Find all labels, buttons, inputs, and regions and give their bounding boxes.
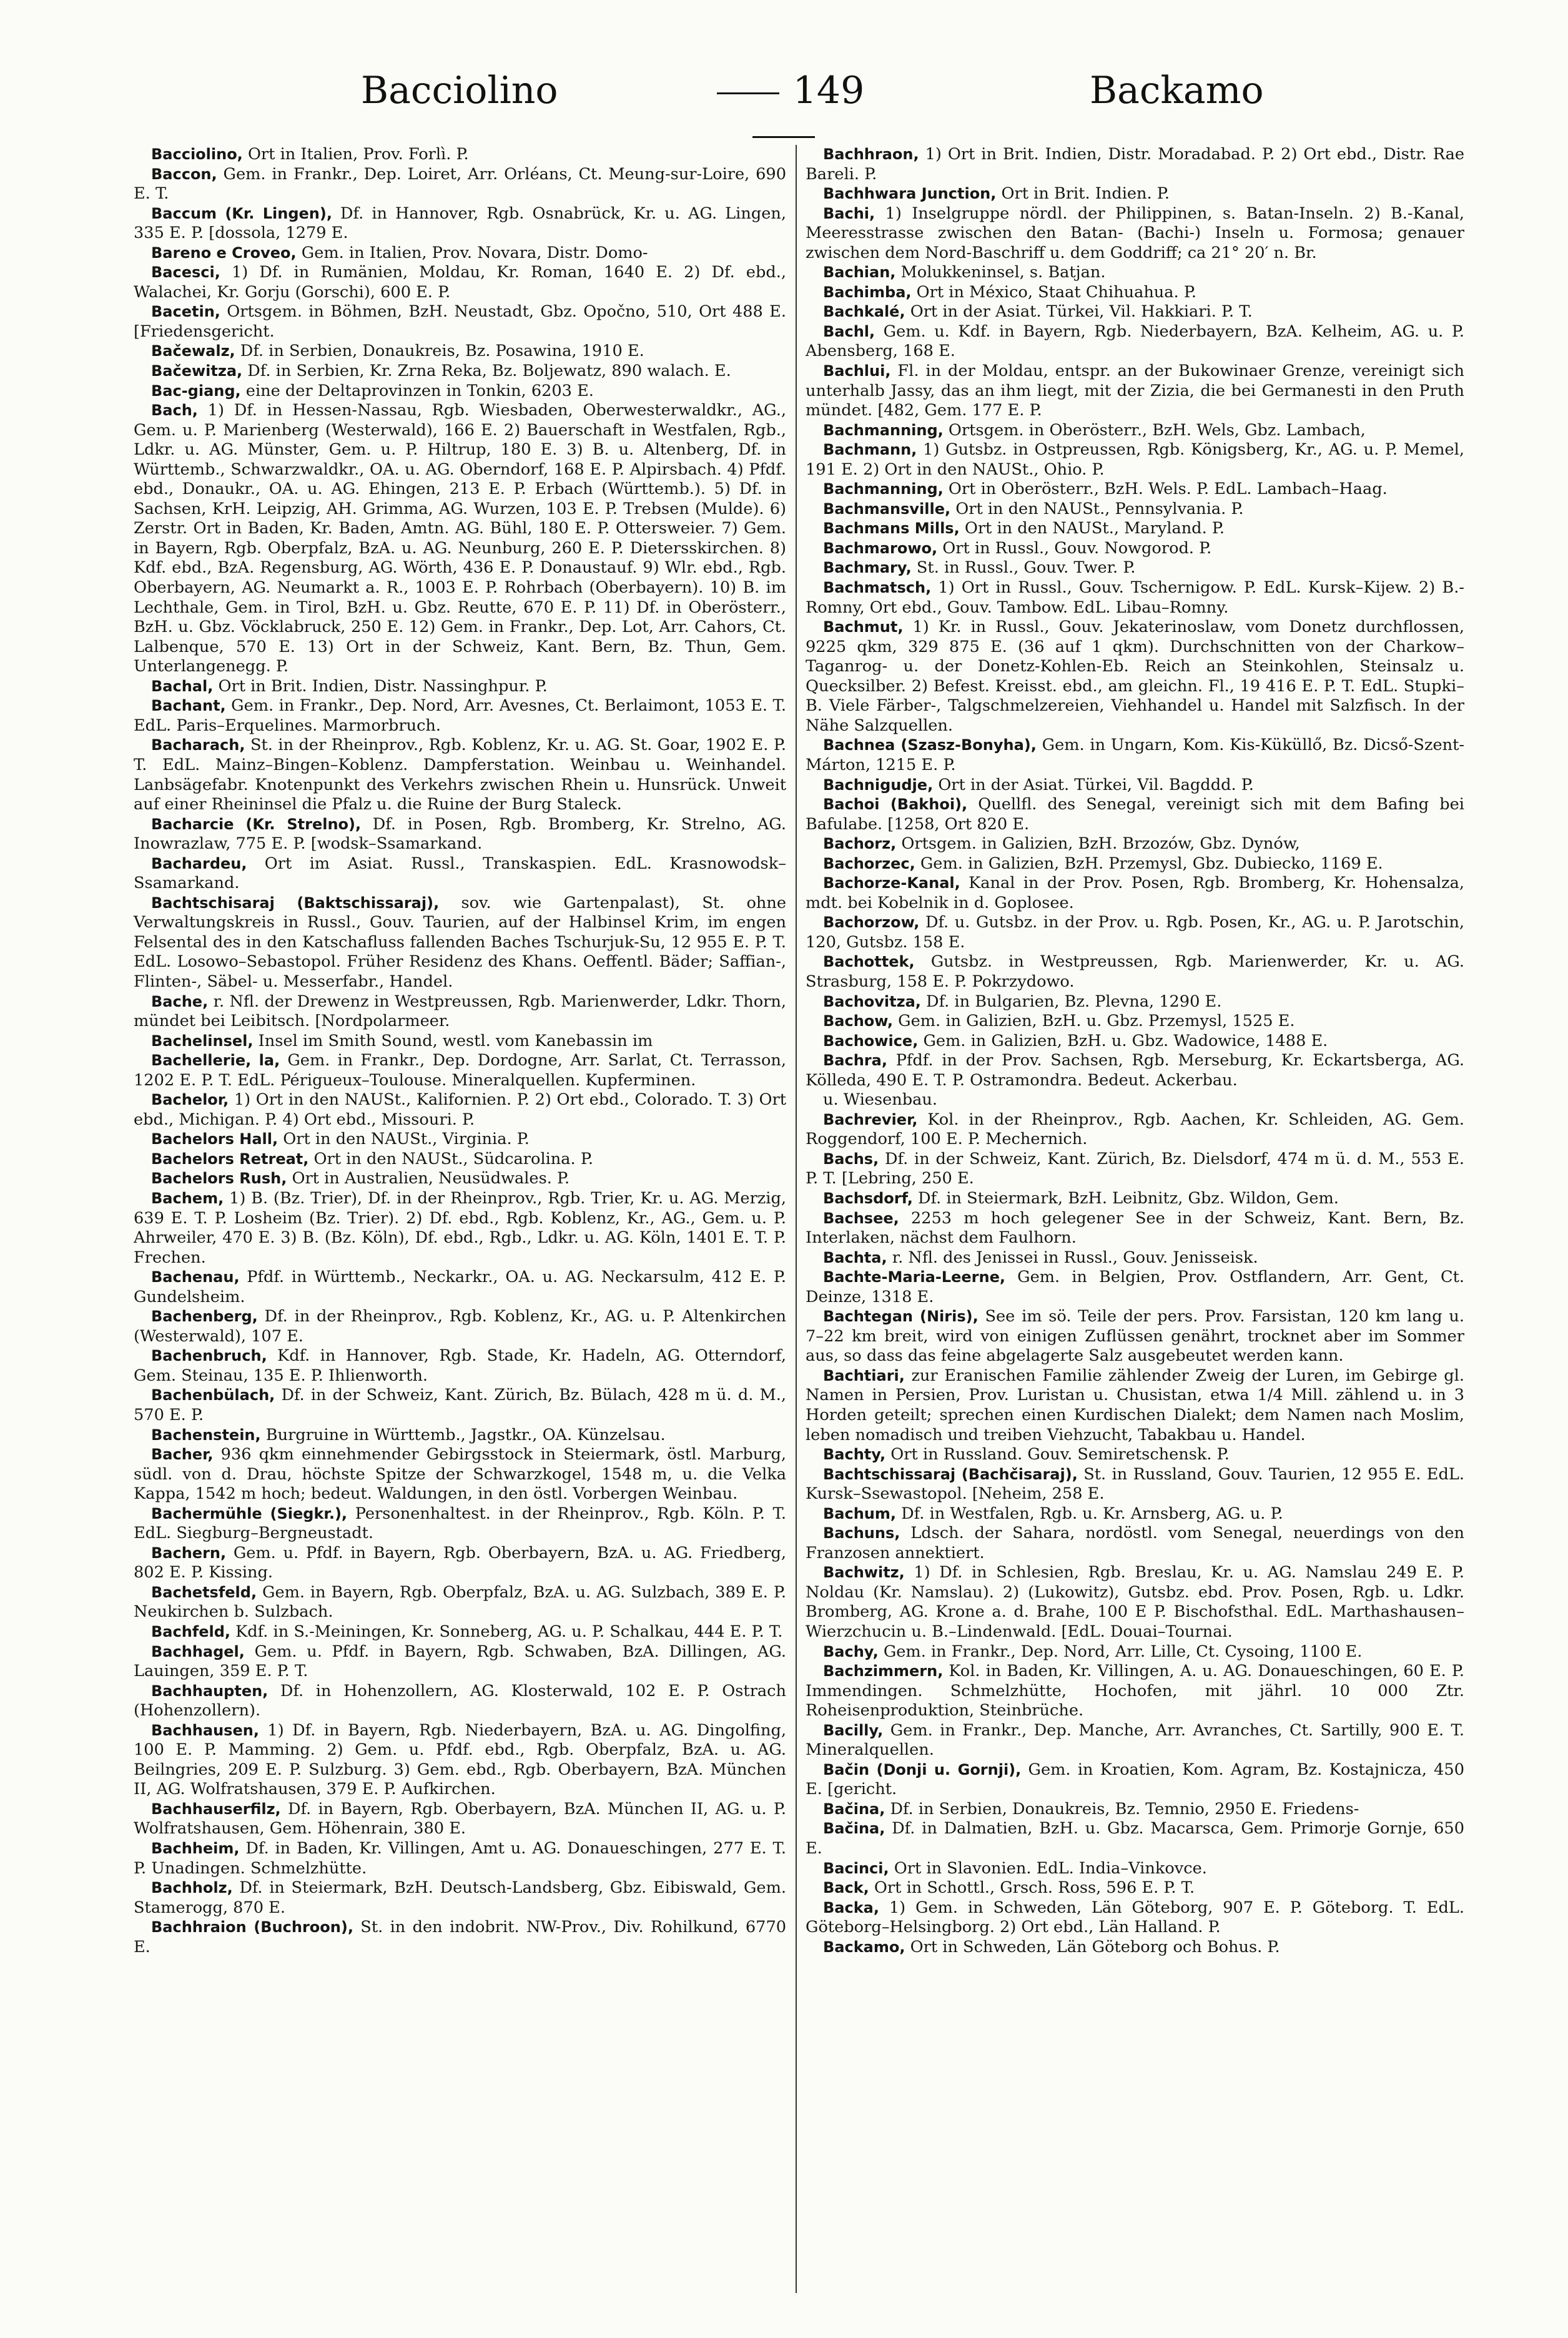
gazetteer-entry	[806, 302, 1464, 322]
entry-text: Df. in Steiermark, BzH. Leibnitz, Gbz. Wildon, Gem.	[912, 1188, 1339, 1208]
entry-text: Df. in der Rheinprov., Rgb. Koblenz, Kr., AG. u. P. Altenkirchen (Westerwald), 107 E.	[134, 1307, 786, 1346]
gazetteer-entry	[806, 539, 1464, 559]
gazetteer-entry	[806, 1878, 1464, 1898]
entry-text: Df. in Bayern, Rgb. Oberbayern, BzA. München II, AG. u. P. Wolfratshausen, Gem. Höhenrain, 380 E.	[134, 1799, 786, 1838]
entry-headword: Bachow,	[823, 1012, 894, 1030]
entry-text: Gem. in Frankr., Dep. Loiret, Arr. Orléans, Ct. Meung-sur-Loire, 690 E. T.	[134, 164, 786, 204]
entry-headword: Bachenau,	[151, 1268, 240, 1286]
gazetteer-entry	[806, 1189, 1464, 1209]
entry-headword: Bachelors Hall,	[151, 1130, 279, 1148]
right-column	[806, 145, 1464, 1957]
entry-headword: Bachhwara Junction,	[823, 185, 997, 203]
entry-headword: Bachy,	[823, 1642, 879, 1660]
gazetteer-entry	[806, 558, 1464, 578]
gazetteer-entry	[134, 382, 786, 402]
entry-text: Ort in Brit. Indien, Distr. Nassinghpur. P.	[213, 676, 548, 696]
entry-headword: Bachta,	[823, 1248, 887, 1266]
entry-headword: Bacher,	[151, 1446, 214, 1464]
entry-text: 1) Inselgruppe nördl. der Philippinen, s. Batan-Inseln. 2) B.-Kanal, Meeresstrasse zwischen den Batan- (Bachi-) Inseln u. Formosa; genauer zwischen dem Nord-Baschriff u. dem Goddriff; ca 21° 20′ n. Br.	[806, 204, 1464, 262]
gazetteer-entry	[806, 874, 1464, 913]
entry-headword: Bachetsfeld,	[151, 1583, 257, 1601]
entry-headword: Bachhraon,	[823, 146, 919, 163]
entry-text: Ortsgem. in Galizien, BzH. Brzozów, Gbz. Dynów,	[896, 834, 1300, 854]
entry-headword: Bačewalz,	[151, 342, 235, 360]
gazetteer-entry	[806, 1662, 1464, 1721]
entry-text: Ort in den NAUSt., Virginia. P.	[278, 1130, 530, 1149]
gazetteer-entry	[806, 1563, 1464, 1642]
entry-headword: Bachzimmern,	[823, 1662, 944, 1680]
entry-headword: Bachhausen,	[151, 1721, 259, 1739]
entry-text: Ort in Russl., Gouv. Nowgorod. P.	[937, 538, 1212, 558]
entry-headword: Bačin (Donji u. Gornji),	[823, 1760, 1022, 1778]
entry-headword: Bachorzec,	[823, 854, 915, 872]
entry-text: Ort in Italien, Prov. Forlì. P.	[242, 145, 469, 164]
gazetteer-entry	[134, 1032, 786, 1052]
gazetteer-entry	[134, 815, 786, 854]
entry-headword: Bachte-Maria-Leerne,	[823, 1268, 1005, 1286]
gazetteer-entry	[134, 894, 786, 992]
gazetteer-entry	[806, 1209, 1464, 1248]
entry-text: Ort in Australien, Neusüdwales. P.	[287, 1169, 570, 1188]
gazetteer-entry	[134, 244, 786, 264]
entry-headword: Bachelors Retreat,	[151, 1150, 309, 1168]
column-divider	[796, 145, 797, 2293]
entry-headword: Bachkalé,	[823, 303, 905, 321]
entry-headword: Bachuns,	[823, 1524, 900, 1542]
gazetteer-entry	[806, 1938, 1464, 1958]
gazetteer-entry	[806, 1110, 1464, 1150]
entry-text: 1) B. (Bz. Trier), Df. in der Rheinprov., Rgb. Trier, Kr. u. AG. Merzig, 639 E. T. P. Losheim (Bz. Trier). 2) Df. ebd., Rgb. Koblenz, Kr., AG., Gem. u. P. Ahrweiler, 470 E. 3) B. (Bz. Köln), Df. ebd., Rgb., Ldkr. u. AG. Köln, 1401 E. T. P. Frechen.	[134, 1188, 786, 1267]
entry-text: 1) Ort in Brit. Indien, Distr. Moradabad. P. 2) Ort ebd., Distr. Rae Bareli. P.	[806, 145, 1464, 184]
entry-text: Kol. in Baden, Kr. Villingen, A. u. AG. Donaueschingen, 60 E. P. Immendingen. Schmelzhütte, Hochofen, mit jährl. 10 000 Ztr. Roheisenproduktion, Steinbrüche.	[806, 1662, 1464, 1720]
gazetteer-entry	[806, 1642, 1464, 1662]
entry-headword: Bache,	[151, 992, 209, 1010]
entry-text: Pfdf. in der Prov. Sachsen, Rgb. Merseburg, Kr. Eckartsberga, AG. Kölleda, 490 E. T. P. Ostramondra. Bedeut. Ackerbau.	[806, 1051, 1464, 1090]
entry-headword: Bachenbruch,	[151, 1347, 267, 1365]
entry-text: Gem. in Galizien, BzH. Przemysl, Gbz. Dubiecko, 1169 E.	[915, 854, 1383, 873]
entry-headword: Bachhauserfilz,	[151, 1800, 281, 1818]
entry-headword: Bacinci,	[823, 1859, 889, 1877]
gazetteer-entry	[134, 1445, 786, 1504]
entry-text: Personenhaltest. in der Rheinprov., Rgb. Köln. P. T. EdL. Siegburg–Bergneustadt.	[134, 1504, 787, 1543]
entry-text: u. Wiesenbau.	[823, 1090, 937, 1110]
entry-headword: Bareno e Croveo,	[151, 244, 297, 262]
entry-headword: Bachelors Rush,	[151, 1170, 287, 1188]
gazetteer-entry	[806, 1012, 1464, 1032]
page-header	[0, 69, 1568, 125]
entry-text: Df. in Dalmatien, BzH. u. Gbz. Macarsca, Gem. Primorje Gornje, 650 E.	[806, 1819, 1464, 1858]
gazetteer-entry	[806, 480, 1464, 500]
entry-headword: Bacciolino,	[151, 146, 243, 163]
entry-headword: Bachmut,	[823, 618, 904, 636]
entry-text: See im sö. Teile der pers. Prov. Farsistan, 120 km lang u. 7–22 km breit, wird von einigen Zuflüssen genährt, trocknet aber im Sommer aus, so dass das feine abgelagerte Salz ausgebeutet werden kann.	[806, 1307, 1464, 1366]
header-rule-right	[752, 136, 815, 138]
entry-headword: Back,	[823, 1879, 869, 1897]
entry-headword: Bačina,	[823, 1820, 885, 1838]
entry-text: Df. in Bulgarien, Bz. Plevna, 1290 E.	[920, 992, 1222, 1011]
entry-headword: Baccum (Kr. Lingen),	[151, 204, 332, 222]
gazetteer-entry	[806, 204, 1464, 264]
entry-text: Ort in Oberösterr., BzH. Wels. P. EdL. Lambach–Haag.	[943, 480, 1388, 499]
entry-headword: Bachhagel,	[151, 1642, 245, 1660]
entry-headword: Bachs,	[823, 1150, 879, 1168]
entry-text: Gem. in Frankr., Dep. Dordogne, Arr. Sarlat, Ct. Terrasson, 1202 E. P. T. EdL. Périgueux–Toulouse. Mineralquellen. Kupferminen.	[134, 1051, 786, 1090]
entry-headword: Bachmanning,	[823, 421, 944, 439]
entry-text: 2253 m hoch gelegener See in der Schweiz, Kant. Bern, Bz. Interlaken, nächst dem Faulhorn.	[806, 1208, 1464, 1248]
gazetteer-entry	[134, 1642, 786, 1682]
entry-text: r. Nfl. des Jenissei in Russl., Gouv. Jenisseisk.	[887, 1248, 1258, 1267]
entry-headword: Bachelinsel,	[151, 1032, 254, 1050]
gazetteer-entry	[806, 736, 1464, 775]
entry-text: Ort in den NAUSt., Südcarolina. P.	[308, 1149, 593, 1168]
header-last-entry: Backamo	[1090, 69, 1264, 112]
entry-headword: Bachowice,	[823, 1032, 919, 1050]
entry-text: Kanal in der Prov. Posen, Rgb. Bromberg, Kr. Hohensalza, mdt. bei Kobelnik in d. Goplosee.	[806, 874, 1464, 912]
gazetteer-entry	[806, 184, 1464, 204]
gazetteer-entry	[806, 1307, 1464, 1366]
entry-text: 1) Ort in den NAUSt., Kalifornien. P. 2) Ort ebd., Colorado. T. 3) Ort ebd., Michigan. P. 4) Ort ebd., Missouri. P.	[134, 1090, 786, 1129]
gazetteer-entry	[806, 1051, 1464, 1090]
entry-headword: Bacharcie (Kr. Strelno),	[151, 815, 362, 833]
entry-text: Df. in Posen, Rgb. Bromberg, Kr. Strelno, AG. Inowrazlaw, 775 E. P. [wodsk–Ssamarkand.	[134, 814, 786, 854]
entry-headword: Bachi,	[823, 204, 875, 222]
entry-headword: Bach,	[151, 402, 198, 420]
entry-headword: Bachenstein,	[151, 1426, 261, 1444]
entry-headword: Bachottek,	[823, 953, 915, 971]
gazetteer-entry	[806, 322, 1464, 362]
entry-text: Gem. u. Pfdf. in Bayern, Rgb. Schwaben, BzA. Dillingen, AG. Lauingen, 359 E. P. T.	[134, 1642, 786, 1681]
entry-text: Gem. in Galizien, BzH. u. Gbz. Wadowice, 1488 E.	[918, 1031, 1328, 1050]
gazetteer-entry	[806, 283, 1464, 303]
gazetteer-entry	[806, 1504, 1464, 1524]
entry-headword: Bachhraion (Buchroon),	[151, 1918, 353, 1936]
gazetteer-entry	[134, 1918, 786, 1957]
gazetteer-entry	[806, 263, 1464, 283]
gazetteer-entry	[806, 1721, 1464, 1760]
entry-text: sov. wie Gartenpalast), St. ohne Verwaltungskreis in Russl., Gouv. Taurien, auf der Halbinsel Krim, im engen Felsental des in den Katschafluss fallenden Baches Tschurjuk-Su, 12 955 E. P. T. EdL. Losowo–Sebastopol. Früher Residenz des Khans. Oeffentl. Bäder; Saffian-, Flinten-, Säbel- u. Messerfabr., Handel.	[134, 893, 786, 991]
entry-text: Ort in México, Staat Chihuahua. P.	[911, 282, 1196, 302]
entry-headword: Bachmary,	[823, 559, 912, 577]
entry-text: zur Eranischen Familie zählender Zweig der Luren, im Gebirge gl. Namen in Persien, Prov. Luristan u. Chusistan, etwa 1/4 Mill. zählend u. in 3 Horden geteilt; sprechen einen Kurdischen Dialekt; dem Namen nach Moslim, leben nomadisch und treiben Viehzucht, Tabakbau u. Handel.	[806, 1366, 1464, 1444]
entry-headword: Bacharach,	[151, 736, 245, 754]
entry-headword: Bachrevier,	[823, 1110, 918, 1128]
gazetteer-entry	[134, 696, 786, 736]
gazetteer-entry	[806, 1445, 1464, 1465]
entry-text: Gutsbz. in Westpreussen, Rgb. Marienwerder, Kr. u. AG. Strasburg, 158 E. P. Pokrzydowo.	[806, 952, 1464, 991]
gazetteer-entry	[134, 1839, 786, 1878]
entry-headword: Bachelor,	[151, 1091, 229, 1109]
entry-headword: Bachmann,	[823, 441, 917, 459]
entry-text: St. in Russland, Gouv. Taurien, 12 955 E. EdL. Kursk–Ssewastopol. [Neheim, 258 E.	[806, 1464, 1464, 1504]
entry-text: Ortsgem. in Böhmen, BzH. Neustadt, Gbz. Opočno, 510, Ort 488 E. [Friedensgericht.	[134, 302, 786, 341]
entry-text: Ldsch. der Sahara, nordöstl. vom Senegal, neuerdings von den Franzosen annektiert.	[806, 1524, 1464, 1562]
entry-text: Gem. in Belgien, Prov. Ostflandern, Arr. Gent, Ct. Deinze, 1318 E.	[806, 1268, 1464, 1306]
gazetteer-entry	[134, 1189, 786, 1268]
entry-text: Ort in der Asiat. Türkei, Vil. Bagddd. P.	[933, 775, 1254, 794]
entry-text: Burgruine in Württemb., Jagstkr., OA. Künzelsau.	[260, 1425, 666, 1444]
gazetteer-entry	[806, 1366, 1464, 1445]
entry-headword: Bachmans Mills,	[823, 520, 960, 538]
entry-headword: Bacilly,	[823, 1721, 884, 1739]
entry-headword: Bachem,	[151, 1189, 224, 1207]
entry-text: Df. u. Gutsbz. in der Prov. u. Rgb. Posen, Kr., AG. u. P. Jarotschin, 120, Gutsbz. 158 E.	[806, 913, 1464, 952]
entry-text: 1) Df. in Bayern, Rgb. Niederbayern, BzA. u. AG. Dingolfing, 100 E. P. Mamming. 2) Gem. u. Pfdf. ebd., Rgb. Oberpfalz, BzA. u. AG. Beilngries, 209 E. P. Sulzburg. 3) Gem. ebd., Rgb. Oberbayern, BzA. München II, AG. Wolfratshausen, 379 E. P. Aufkirchen.	[134, 1720, 786, 1799]
gazetteer-entry	[806, 1465, 1464, 1504]
entry-text: St. in den indobrit. NW-Prov., Div. Rohilkund, 6770 E.	[134, 1918, 787, 1956]
entry-headword: Bachenbülach,	[151, 1386, 275, 1404]
entry-headword: Bachum,	[823, 1504, 897, 1522]
entry-text: Quellfl. des Senegal, vereinigt sich mit dem Bafing bei Bafulabe. [1258, Ort 820 E.	[806, 795, 1464, 834]
entry-headword: Bachern,	[151, 1544, 227, 1562]
gazetteer-entry	[134, 1800, 786, 1839]
gazetteer-entry	[134, 677, 786, 697]
gazetteer-entry	[806, 578, 1464, 618]
gazetteer-entry	[134, 1307, 786, 1346]
entry-headword: Bachty,	[823, 1446, 886, 1464]
gazetteer-entry	[134, 1346, 786, 1386]
gazetteer-entry	[806, 421, 1464, 441]
entry-headword: Bačewitza,	[151, 362, 243, 380]
entry-headword: Bachra,	[823, 1052, 887, 1070]
entry-headword: Bachian,	[823, 264, 896, 282]
gazetteer-entry	[134, 1721, 786, 1800]
entry-text: St. in der Rheinprov., Rgb. Koblenz, Kr. u. AG. St. Goar, 1902 E. P. T. EdL. Mainz–Bingen–Koblenz. Dampferstation. Weinbau u. Weinhandel. Lanbsägefabr. Knotenpunkt des Verkehrs zwischen Rhein u. Hunsrück. Unweit auf einer Rheininsel die Pfalz u. die Ruine der Burg Staleck.	[134, 736, 786, 814]
gazetteer-entry	[134, 204, 786, 244]
entry-text: 1) Ort in Russl., Gouv. Tschernigow. P. EdL. Kursk–Kijew. 2) B.-Romny, Ort ebd., Gouv. Tambow. EdL. Libau–Romny.	[806, 578, 1464, 617]
gazetteer-entry	[134, 1268, 786, 1307]
gazetteer-entry	[134, 992, 786, 1032]
entry-headword: Bachardeu,	[151, 854, 247, 872]
entry-headword: Bachheim,	[151, 1840, 240, 1858]
entry-headword: Bachal,	[151, 677, 214, 695]
entry-headword: Bachtegan (Niris),	[823, 1308, 979, 1326]
gazetteer-entry	[806, 500, 1464, 520]
entry-text: Gem. u. Kdf. in Bayern, Rgb. Niederbayern, BzA. Kelheim, AG. u. P. Abensberg, 168 E.	[806, 322, 1464, 361]
gazetteer-entry	[806, 1760, 1464, 1800]
entry-text: Df. in Hohenzollern, AG. Klosterwald, 102 E. P. Ostrach (Hohenzollern).	[134, 1681, 786, 1720]
entry-text: Ort in der Asiat. Türkei, Vil. Hakkiari. P. T.	[905, 302, 1253, 322]
entry-text: Ort in den NAUSt., Maryland. P.	[959, 519, 1225, 538]
gazetteer-entry	[806, 1248, 1464, 1268]
entry-headword: Bachorze-Kanal,	[823, 874, 960, 892]
entry-headword: Bachl,	[823, 322, 875, 340]
entry-text: Gem. in Frankr., Dep. Manche, Arr. Avranches, Ct. Sartilly, 900 E. T. Mineralquellen.	[806, 1720, 1464, 1760]
gazetteer-entry	[806, 992, 1464, 1012]
gazetteer-entry	[134, 1504, 786, 1544]
entry-text: Df. in Hannover, Rgb. Osnabrück, Kr. u. AG. Lingen, 335 E. P. [dossola, 1279 E.	[134, 204, 786, 243]
entry-headword: Backa,	[823, 1898, 879, 1916]
entry-text: 936 qkm einnehmender Gebirgsstock in Steiermark, östl. Marburg, südl. von d. Drau, höchste Spitze der Schwarzkogel, 1548 m, u. die Velka Kappa, 1542 m hoch; bedeut. Waldungen, in den östl. Vorbergen Weinbau.	[134, 1445, 786, 1504]
entry-headword: Bachimba,	[823, 283, 912, 301]
entry-headword: Bachmarowo,	[823, 539, 938, 557]
gazetteer-entry	[134, 401, 786, 677]
entry-headword: Baccon,	[151, 165, 217, 183]
gazetteer-entry	[806, 1859, 1464, 1879]
entry-text: Ortsgem. in Oberösterr., BzH. Wels, Gbz. Lambach,	[943, 420, 1366, 440]
entry-headword: Bachnigudje,	[823, 776, 934, 794]
gazetteer-entry	[806, 440, 1464, 480]
entry-text: Gem. u. Pfdf. in Bayern, Rgb. Oberbayern, BzA. u. AG. Friedberg, 802 E. P. Kissing.	[134, 1543, 786, 1582]
gazetteer-entry	[134, 302, 786, 342]
gazetteer-entry	[806, 1800, 1464, 1820]
entry-text: Df. in der Schweiz, Kant. Zürich, Bz. Bülach, 428 m ü. d. M., 570 E. P.	[134, 1386, 786, 1424]
gazetteer-entry	[134, 1426, 786, 1446]
gazetteer-entry	[806, 618, 1464, 736]
entry-text: 1) Gutsbz. in Ostpreussen, Rgb. Königsberg, Kr., AG. u. P. Memel, 191 E. 2) Ort in den NAUSt., Ohio. P.	[806, 440, 1464, 479]
gazetteer-entry	[134, 342, 786, 362]
entry-text: r. Nfl. der Drewenz in Westpreussen, Rgb. Marienwerder, Ldkr. Thorn, mündet bei Leibitsch. [Nordpolarmeer.	[134, 992, 786, 1031]
gazetteer-entry	[134, 1051, 786, 1090]
entry-headword: Bachovitza,	[823, 992, 921, 1010]
entry-headword: Bachorzow,	[823, 914, 920, 932]
entry-headword: Bachmansville,	[823, 500, 951, 518]
entry-text: Kol. in der Rheinprov., Rgb. Aachen, Kr. Schleiden, AG. Gem. Roggendorf, 100 E. P. Mechernich.	[806, 1110, 1464, 1149]
gazetteer-entry	[134, 362, 786, 382]
entry-text: Gem. in Bayern, Rgb. Oberpfalz, BzA. u. AG. Sulzbach, 389 E. P. Neukirchen b. Sulzbach.	[134, 1582, 786, 1622]
entry-text: Pfdf. in Württemb., Neckarkr., OA. u. AG. Neckarsulm, 412 E. P. Gundelsheim.	[134, 1268, 786, 1306]
entry-headword: Bac-giang,	[151, 382, 241, 400]
entry-headword: Bacesci,	[151, 264, 220, 282]
entry-text: Gem. in Italien, Prov. Novara, Distr. Domo-	[296, 243, 648, 262]
gazetteer-entry	[134, 1878, 786, 1918]
entry-headword: Bachenberg,	[151, 1308, 258, 1326]
gazetteer-entry	[806, 952, 1464, 992]
gazetteer-entry	[806, 1524, 1464, 1563]
entry-text: 1) Df. in Schlesien, Rgb. Breslau, Kr. u. AG. Namslau 249 E. P. Noldau (Kr. Namslau). 2) (Lukowitz), Gutsbz. ebd. Prov. Posen, Rgb. u. Ldkr. Bromberg, AG. Krone a. d. Brahe, 100 E P. Bischofsthal. EdL. Marthashausen–Wierzchucin u. B.–Lindenwald. [EdL. Douai–Tournai.	[806, 1563, 1464, 1642]
entry-text: Gem. in Kroatien, Kom. Agram, Bz. Kostajnicza, 450 E. [gericht.	[806, 1760, 1464, 1799]
entry-headword: Backamo,	[823, 1938, 905, 1956]
gazetteer-entry	[806, 1268, 1464, 1307]
header-first-entry: Bacciolino	[361, 69, 558, 112]
entry-text: Gem. in Galizien, BzH. u. Gbz. Przemysl, 1525 E.	[893, 1012, 1295, 1031]
entry-headword: Bachoi (Bakhoi),	[823, 796, 968, 814]
entry-text: Df. in Serbien, Donaukreis, Bz. Temnio, 2950 E. Friedens-	[885, 1799, 1359, 1818]
entry-text: Df. in Serbien, Donaukreis, Bz. Posawina, 1910 E.	[235, 342, 644, 361]
entry-headword: Bacetin,	[151, 303, 220, 321]
entry-text: Ort in Slavonien. EdL. India–Vinkovce.	[889, 1858, 1207, 1878]
gazetteer-entry	[134, 1150, 786, 1170]
gazetteer-entry	[806, 795, 1464, 834]
entry-text: Ort im Asiat. Russl., Transkaspien. EdL. Krasnowodsk–Ssamarkand.	[134, 854, 786, 893]
gazetteer-entry	[806, 1032, 1464, 1052]
gazetteer-entry	[806, 854, 1464, 874]
entry-text: Gem. in Frankr., Dep. Nord, Arr. Avesnes, Ct. Berlaimont, 1053 E. T. EdL. Paris–Erquelines. Marmorbruch.	[134, 696, 786, 735]
entry-text: Df. in Baden, Kr. Villingen, Amt u. AG. Donaueschingen, 277 E. T. P. Unadingen. Schmelzhütte.	[134, 1839, 786, 1878]
gazetteer-entry	[134, 1583, 786, 1622]
entry-headword: Bachnea (Szasz-Bonyha),	[823, 736, 1037, 754]
gazetteer-entry	[134, 1169, 786, 1189]
gazetteer-entry	[134, 736, 786, 814]
gazetteer-entry	[134, 145, 786, 165]
entry-headword: Bachsee,	[823, 1209, 899, 1227]
entry-text: Df. in Steiermark, BzH. Deutsch-Landsberg, Gbz. Eibiswald, Gem. Stamerogg, 870 E.	[134, 1878, 786, 1917]
entry-headword: Bachellerie, la,	[151, 1052, 280, 1070]
entry-headword: Bachhaupten,	[151, 1682, 269, 1700]
entry-headword: Bachsdorf,	[823, 1189, 913, 1207]
entry-text: Kdf. in Hannover, Rgb. Stade, Kr. Hadeln, AG. Otterndorf, Gem. Steinau, 135 E. P. Ihlienworth.	[134, 1346, 786, 1385]
entry-headword: Bachtschisaraj (Baktschissaraj),	[151, 894, 440, 912]
entry-text: 1) Df. in Rumänien, Moldau, Kr. Roman, 1640 E. 2) Df. ebd., Walachei, Kr. Gorju (Gorschi), 600 E. P.	[134, 263, 786, 302]
gazetteer-entry	[134, 165, 786, 204]
gazetteer-entry	[806, 145, 1464, 184]
gazetteer-entry	[134, 1130, 786, 1150]
entry-headword: Bachtschissaraj (Bachčisaraj),	[823, 1465, 1078, 1483]
header-rule-left	[717, 92, 779, 94]
entry-text: Df. in der Schweiz, Kant. Zürich, Bz. Dielsdorf, 474 m ü. d. M., 553 E. P. T. [Lebring, 250 E.	[806, 1149, 1464, 1188]
entry-text: Insel im Smith Sound, westl. vom Kanebassin im	[253, 1031, 653, 1050]
gazetteer-entry	[806, 776, 1464, 796]
gazetteer-entry	[134, 1544, 786, 1583]
entry-headword: Bachtiari,	[823, 1366, 905, 1384]
entry-text: 1) Df. in Hessen-Nassau, Rgb. Wiesbaden, Oberwesterwaldkr., AG., Gem. u. P. Marienberg (Westerwald), 166 E. 2) Bauerschaft in Westfalen, Rgb., Ldkr. u. AG. Münster, Gem. u. P. Hiltrup, 180 E. 3) B. u. Altenberg, Df. in Württemb., Schwarzwaldkr., OA. u. AG. Oberndorf, 168 E. P. Alpirsbach. 4) Pfdf. ebd., Donaukr., OA. u. AG. Ehingen, 213 E. P. Erbach (Württemb.). 5) Df. in Sachsen, KrH. Leipzig, AH. Grimma, AG. Wurzen, 103 E. P. Trebsen (Mulde). 6) Zerstr. Ort in Baden, Kr. Baden, Amtn. AG. Bühl, 180 E. P. Ottersweier. 7) Gem. in Bayern, Rgb. Oberpfalz, BzA. u. AG. Neunburg, 260 E. P. Dietersskirchen. 8) Kdf. ebd., BzA. Regensburg, AG. Wörth, 436 E. P. Donaustauf. 9) Wlr. ebd., Rgb. Oberbayern, AG. Neumarkt a. R., 1003 E. P. Rohrbach (Oberbayern). 10) B. im Lechthale, Gem. in Tirol, BzH. u. Gbz. Reutte, 670 E. P. 11) Df. in Oberösterr., BzH. u. Gbz. Vöcklabruck, 250 E. 12) Gem. in Frankr., Dep. Lot, Arr. Cahors, Ct. Lalbenque, 570 E. 13) Ort in der Schweiz, Kant. Bern, Bz. Thun, Gem. Unterlangenegg. P.	[134, 401, 786, 676]
entry-text: Ort in den NAUSt., Pennsylvania. P.	[950, 499, 1244, 518]
gazetteer-entry	[806, 1150, 1464, 1189]
entry-text: Fl. in der Moldau, entspr. an der Bukowinaer Grenze, vereinigt sich unterhalb Jassy, das an ihm liegt, mit der Zizia, die bei Germanesti in den Pruth mündet. [482, Gem. 177 E. P.	[806, 362, 1464, 420]
entry-text: Gem. in Ungarn, Kom. Kis-Küküllő, Bz. Dicső-Szent-Márton, 1215 E. P.	[806, 736, 1465, 774]
gazetteer-entry	[134, 854, 786, 894]
entry-text: eine der Deltaprovinzen in Tonkin, 6203 E.	[240, 381, 594, 400]
entry-text: Ort in Russland. Gouv. Semiretschensk. P.	[885, 1445, 1230, 1464]
entry-headword: Bachmanning,	[823, 480, 944, 498]
entry-text: Ort in Brit. Indien. P.	[996, 184, 1170, 204]
gazetteer-entry	[134, 263, 786, 302]
gazetteer-entry	[806, 1898, 1464, 1938]
entry-headword: Bachwitz,	[823, 1564, 905, 1582]
entry-text: Ort in Schottl., Grsch. Ross, 596 E. P. T.	[869, 1878, 1195, 1898]
entry-headword: Bachfeld,	[151, 1623, 231, 1641]
entry-headword: Bachholz,	[151, 1879, 233, 1897]
gazetteer-entry	[134, 1682, 786, 1721]
entry-text: Df. in Westfalen, Rgb. u. Kr. Arnsberg, AG. u. P.	[896, 1504, 1283, 1523]
entry-headword: Bachorz,	[823, 835, 897, 853]
gazetteer-entry	[134, 1386, 786, 1425]
entry-headword: Bačina,	[823, 1800, 885, 1818]
gazetteer-entry	[806, 834, 1464, 854]
gazetteer-entry	[134, 1090, 786, 1130]
gazetteer-entry	[806, 519, 1464, 539]
page-number-block	[671, 69, 896, 156]
entry-text: St. in Russl., Gouv. Twer. P.	[911, 558, 1136, 578]
entry-text: Ort in Schweden, Län Göteborg och Bohus. P.	[905, 1937, 1280, 1956]
page-number: 149	[792, 69, 865, 112]
entry-text: Gem. in Frankr., Dep. Nord, Arr. Lille, Ct. Cysoing, 1100 E.	[878, 1642, 1363, 1661]
entry-text: Molukkeninsel, s. Batjan.	[895, 263, 1106, 282]
gazetteer-entry	[806, 1819, 1464, 1858]
gazetteer-entry	[806, 1090, 1464, 1110]
entry-headword: Bachermühle (Siegkr.),	[151, 1504, 348, 1522]
gazetteer-entry	[806, 362, 1464, 421]
entry-headword: Bachmatsch,	[823, 579, 932, 597]
entry-text: Kdf. in S.-Meiningen, Kr. Sonneberg, AG. u. P. Schalkau, 444 E. P. T.	[230, 1622, 783, 1642]
left-column	[134, 145, 786, 1957]
entry-headword: Bachant,	[151, 697, 226, 715]
gazetteer-entry	[806, 913, 1464, 952]
entry-text: 1) Gem. in Schweden, Län Göteborg, 907 E. P. Göteborg. T. EdL. Göteborg–Helsingborg. 2) Ort ebd., Län Halland. P.	[806, 1898, 1464, 1937]
entry-headword: Bachlui,	[823, 362, 891, 380]
entry-text: 1) Kr. in Russl., Gouv. Jekaterinoslaw, vom Donetz durchflossen, 9225 qkm, 329 875 E. (36 auf 1 qkm). Durchschnitten von der Charkow–Taganrog- u. der Donetz-Kohlen-Eb. Reich an Steinkohlen, Steinsalz u. Quecksilber. 2) Befest. Kreisst. ebd., am gleichn. Fl., 19 416 E. P. T. EdL. Stupki–B. Viele Färber-, Talgschmelzereien, Viehhandel u. Handel mit Salzfisch. In der Nähe Salzquellen.	[806, 618, 1464, 735]
gazetteer-entry	[134, 1622, 786, 1642]
entry-text: Df. in Serbien, Kr. Zrna Reka, Bz. Boljewatz, 890 walach. E.	[242, 362, 731, 381]
